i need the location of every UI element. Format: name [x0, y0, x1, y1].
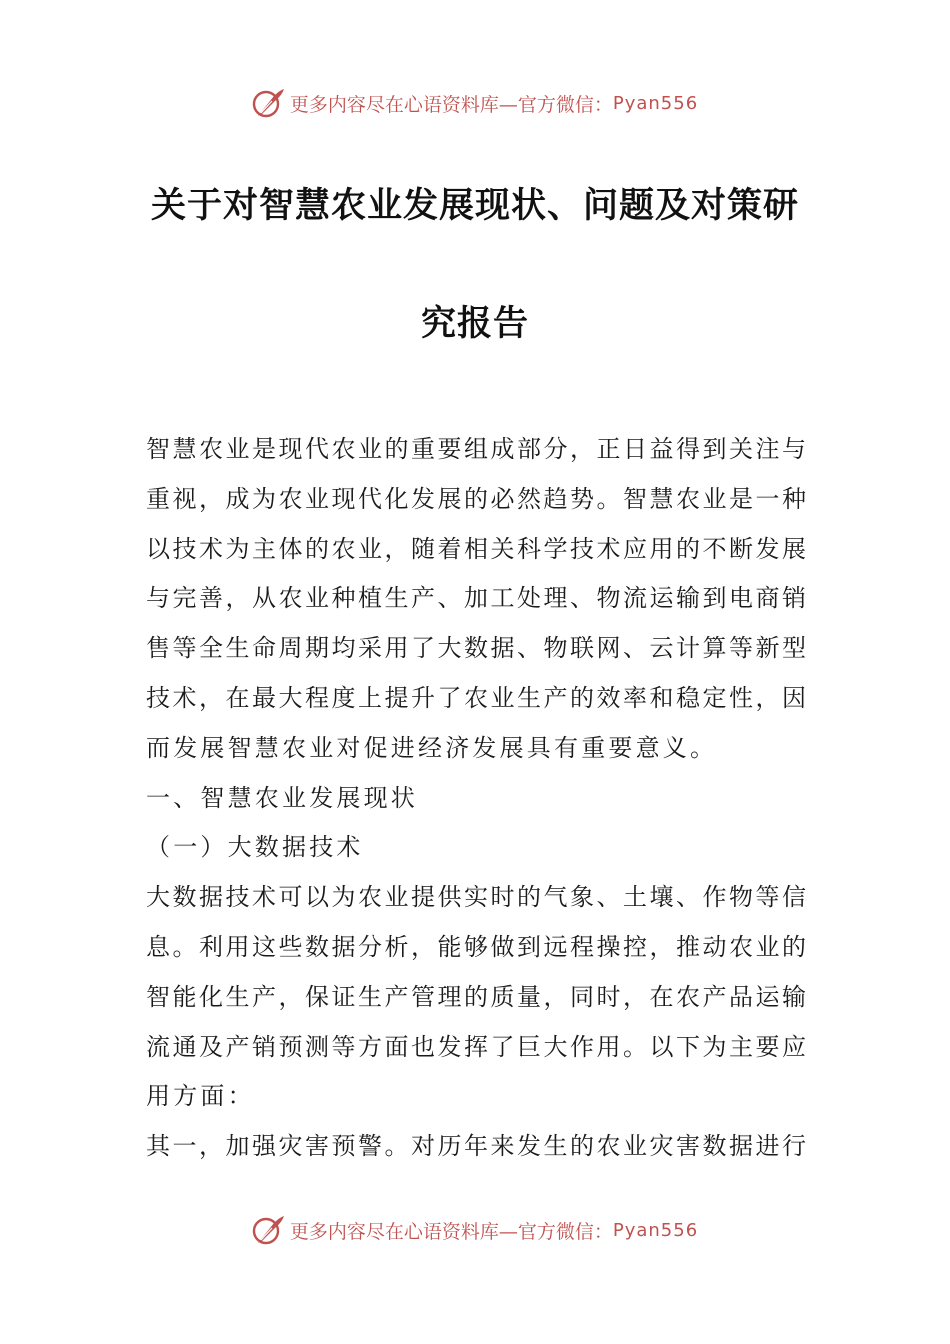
- watermark-wechat-id: Pyan556: [612, 92, 699, 114]
- body-line: 售等全生命周期均采用了大数据、物联网、云计算等新型: [146, 634, 806, 663]
- document-body: [146, 425, 806, 1172]
- body-line: 用方面：: [146, 1082, 255, 1111]
- body-line: 与完善，从农业种植生产、加工处理、物流运输到电商销: [146, 584, 806, 613]
- body-line: 以技术为主体的农业，随着相关科学技术应用的不断发展: [146, 534, 806, 563]
- body-line: 而发展智慧农业对促进经济发展具有重要意义。: [146, 733, 718, 762]
- document-title-line-1: 关于对智慧农业发展现状、问题及对策研: [150, 185, 799, 226]
- watermark-banner-top: [0, 83, 950, 123]
- quill-logo-icon: [252, 86, 286, 120]
- watermark-text: 更多内容尽在心语资料库—: [289, 93, 518, 116]
- quill-logo-icon: [252, 1213, 286, 1247]
- document-title-line-2: 究报告: [420, 303, 529, 344]
- body-line: 大数据技术可以为农业提供实时的气象、土壤、作物等信: [146, 883, 806, 912]
- body-line: 流通及产销预测等方面也发挥了巨大作用。以下为主要应: [146, 1032, 806, 1061]
- body-line: 息。利用这些数据分析，能够做到远程操控，推动农业的: [146, 932, 806, 961]
- body-line: 重视，成为农业现代化发展的必然趋势。智慧农业是一种: [146, 484, 806, 513]
- watermark-banner-bottom: [0, 1210, 950, 1250]
- body-line: 技术，在最大程度上提升了农业生产的效率和稳定性，因: [146, 683, 806, 712]
- watermark-wechat-id: Pyan556: [612, 1219, 699, 1241]
- watermark-wechat-label: 官方微信：: [517, 1220, 613, 1243]
- watermark-wechat-label: 官方微信：: [517, 93, 613, 116]
- watermark-text: 更多内容尽在心语资料库—: [289, 1220, 518, 1243]
- body-line: 其一，加强灾害预警。对历年来发生的农业灾害数据进行: [146, 1132, 806, 1161]
- body-line: 智慧农业是现代农业的重要组成部分，正日益得到关注与: [146, 435, 806, 463]
- subsection-heading: （一）大数据技术: [146, 833, 364, 862]
- body-line: 智能化生产，保证生产管理的质量，同时，在农产品运输: [146, 982, 806, 1011]
- section-heading: 一、智慧农业发展现状: [146, 783, 418, 812]
